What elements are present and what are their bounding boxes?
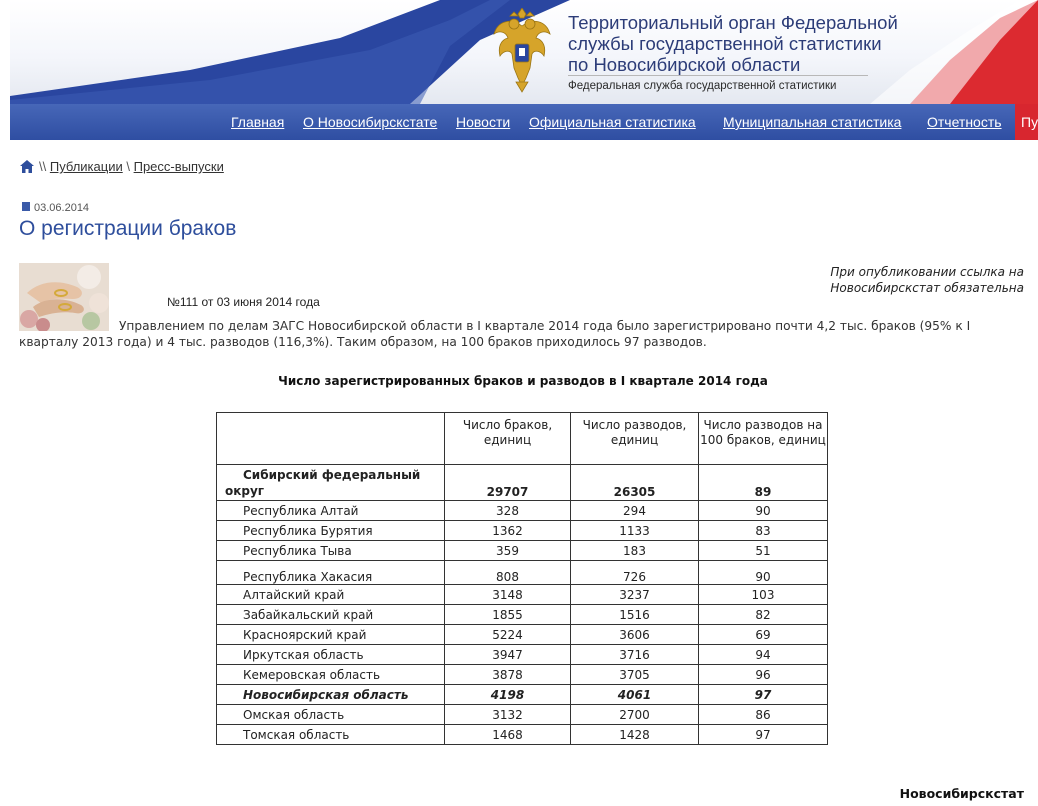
table-cell-region: Забайкальский край (217, 605, 445, 625)
table-cell-marriages: 3878 (445, 665, 571, 685)
table-row (217, 521, 828, 541)
table-cell-marriages: 808 (445, 561, 571, 585)
site-title-line: службы государственной статистики (568, 33, 882, 54)
site-title-line: по Новосибирской области (568, 54, 801, 75)
site-subtitle: Федеральная служба государственной статистики (568, 80, 837, 92)
table-cell-divorces: 726 (571, 561, 699, 585)
table-cell-marriages: 359 (445, 541, 571, 561)
table-cell-marriages: 3148 (445, 585, 571, 605)
document-number: №111 от 03 июня 2014 года (167, 295, 320, 309)
table-cell-marriages: 1362 (445, 521, 571, 541)
table-row (217, 705, 828, 725)
table-cell-region: Кемеровская область (217, 665, 445, 685)
table-row (217, 585, 828, 605)
table-row-highlight (217, 685, 828, 705)
table-cell-region-text: Сибирский федеральный округ (225, 468, 421, 498)
nav-item-about[interactable]: О Новосибирскстате (303, 114, 438, 130)
article-date (22, 202, 89, 214)
table-cell-marriages: 4198 (445, 685, 571, 705)
nav-item-publications[interactable] (1015, 104, 1038, 140)
table-cell-divorces: 3716 (571, 645, 699, 665)
table-cell-per100: 83 (699, 521, 828, 541)
table-cell-per100: 51 (699, 541, 828, 561)
breadcrumb-separator: \\ (39, 159, 47, 174)
table-cell-divorces: 3705 (571, 665, 699, 685)
citation-notice-line: При опубликовании ссылка на (830, 265, 1024, 279)
site-title (568, 12, 898, 75)
article-lead: Управлением по делам ЗАГС Новосибирской области в I квартале 2014 года было зарегистрировано почти 4,2 тыс. браков (95% к I кварталу 2013 года) и 4 тыс. разводов (116,3%). Таким образом, на 100 браков приходилось 97 разводов. (19, 319, 971, 349)
table-cell-divorces: 1133 (571, 521, 699, 541)
table-header-cell: Число браков, единиц (445, 413, 571, 465)
note-icon (22, 202, 30, 211)
table-cell-region: Красноярский край (217, 625, 445, 645)
table-row (217, 645, 828, 665)
coat-of-arms-icon (490, 8, 554, 94)
table-cell-region (217, 465, 445, 501)
table-cell-divorces: 1516 (571, 605, 699, 625)
table-caption: Число зарегистрированных браков и разводов в I квартале 2014 года (278, 374, 768, 388)
table-row (217, 725, 828, 745)
table-cell-divorces: 26305 (571, 465, 699, 501)
main-nav (10, 104, 1038, 140)
subtitle-divider (568, 75, 868, 76)
table-cell-per100: 97 (699, 685, 828, 705)
table-header-cell: Число разводов, единиц (571, 413, 699, 465)
table-cell-marriages: 29707 (445, 465, 571, 501)
table-cell-divorces: 294 (571, 501, 699, 521)
table-row (217, 561, 828, 585)
table-cell-divorces: 3237 (571, 585, 699, 605)
citation-notice (830, 264, 1024, 296)
breadcrumb-publications[interactable]: Публикации (49, 159, 123, 174)
table-cell-divorces: 3606 (571, 625, 699, 645)
table-cell-region: Омская область (217, 705, 445, 725)
footer-signature: Новосибирскстат (899, 786, 1024, 801)
table-cell-per100: 69 (699, 625, 828, 645)
table-cell-region: Республика Бурятия (217, 521, 445, 541)
table-cell-per100: 97 (699, 725, 828, 745)
table-cell-marriages: 3947 (445, 645, 571, 665)
nav-item-home[interactable]: Главная (231, 114, 285, 130)
table-cell-region: Томская область (217, 725, 445, 745)
table-cell-marriages: 5224 (445, 625, 571, 645)
table-cell-region: Республика Тыва (217, 541, 445, 561)
table-cell-region: Республика Алтай (217, 501, 445, 521)
table-row (217, 625, 828, 645)
nav-item-municipal-statistics[interactable]: Муниципальная статистика (723, 114, 902, 130)
table-cell-marriages: 1855 (445, 605, 571, 625)
site-title-line: Территориальный орган Федеральной (568, 12, 898, 33)
nav-item-publications-label: Пу (1021, 114, 1038, 130)
breadcrumb-press-releases[interactable]: Пресс-выпуски (133, 159, 224, 174)
nav-item-official-statistics[interactable]: Официальная статистика (529, 114, 696, 130)
page-title: О регистрации браков (19, 217, 237, 240)
table-cell-region: Новосибирская область (217, 685, 445, 705)
table-cell-marriages: 3132 (445, 705, 571, 725)
citation-notice-line: Новосибирскстат обязательна (830, 281, 1024, 295)
table-cell-per100: 82 (699, 605, 828, 625)
table-cell-per100: 86 (699, 705, 828, 725)
table-header-cell: Число разводов на 100 браков, единиц (699, 413, 828, 465)
table-cell-marriages: 328 (445, 501, 571, 521)
table-cell-region: Иркутская область (217, 645, 445, 665)
table-cell-per100: 90 (699, 561, 828, 585)
table-cell-marriages: 1468 (445, 725, 571, 745)
table-header-cell (217, 413, 445, 465)
table-cell-divorces: 183 (571, 541, 699, 561)
table-cell-per100: 90 (699, 501, 828, 521)
table-row (217, 605, 828, 625)
table-cell-divorces: 2700 (571, 705, 699, 725)
site-header (10, 0, 1038, 104)
table-row-total (217, 465, 828, 501)
statistics-table (216, 412, 828, 745)
nav-item-news[interactable]: Новости (456, 114, 511, 130)
table-header-row (217, 413, 828, 465)
table-cell-region: Республика Хакасия (217, 561, 445, 585)
article-date-text: 03.06.2014 (34, 202, 90, 214)
table-cell-region: Алтайский край (217, 585, 445, 605)
breadcrumb-separator: \ (126, 159, 130, 174)
nav-item-reporting[interactable]: Отчетность (927, 114, 1002, 130)
table-row (217, 501, 828, 521)
table-cell-per100: 94 (699, 645, 828, 665)
table-row (217, 665, 828, 685)
table-cell-per100: 103 (699, 585, 828, 605)
breadcrumb (19, 159, 224, 174)
table-cell-divorces: 1428 (571, 725, 699, 745)
table-cell-per100: 89 (699, 465, 828, 501)
table-row (217, 541, 828, 561)
table-cell-divorces: 4061 (571, 685, 699, 705)
home-icon[interactable] (19, 159, 35, 174)
table-cell-per100: 96 (699, 665, 828, 685)
